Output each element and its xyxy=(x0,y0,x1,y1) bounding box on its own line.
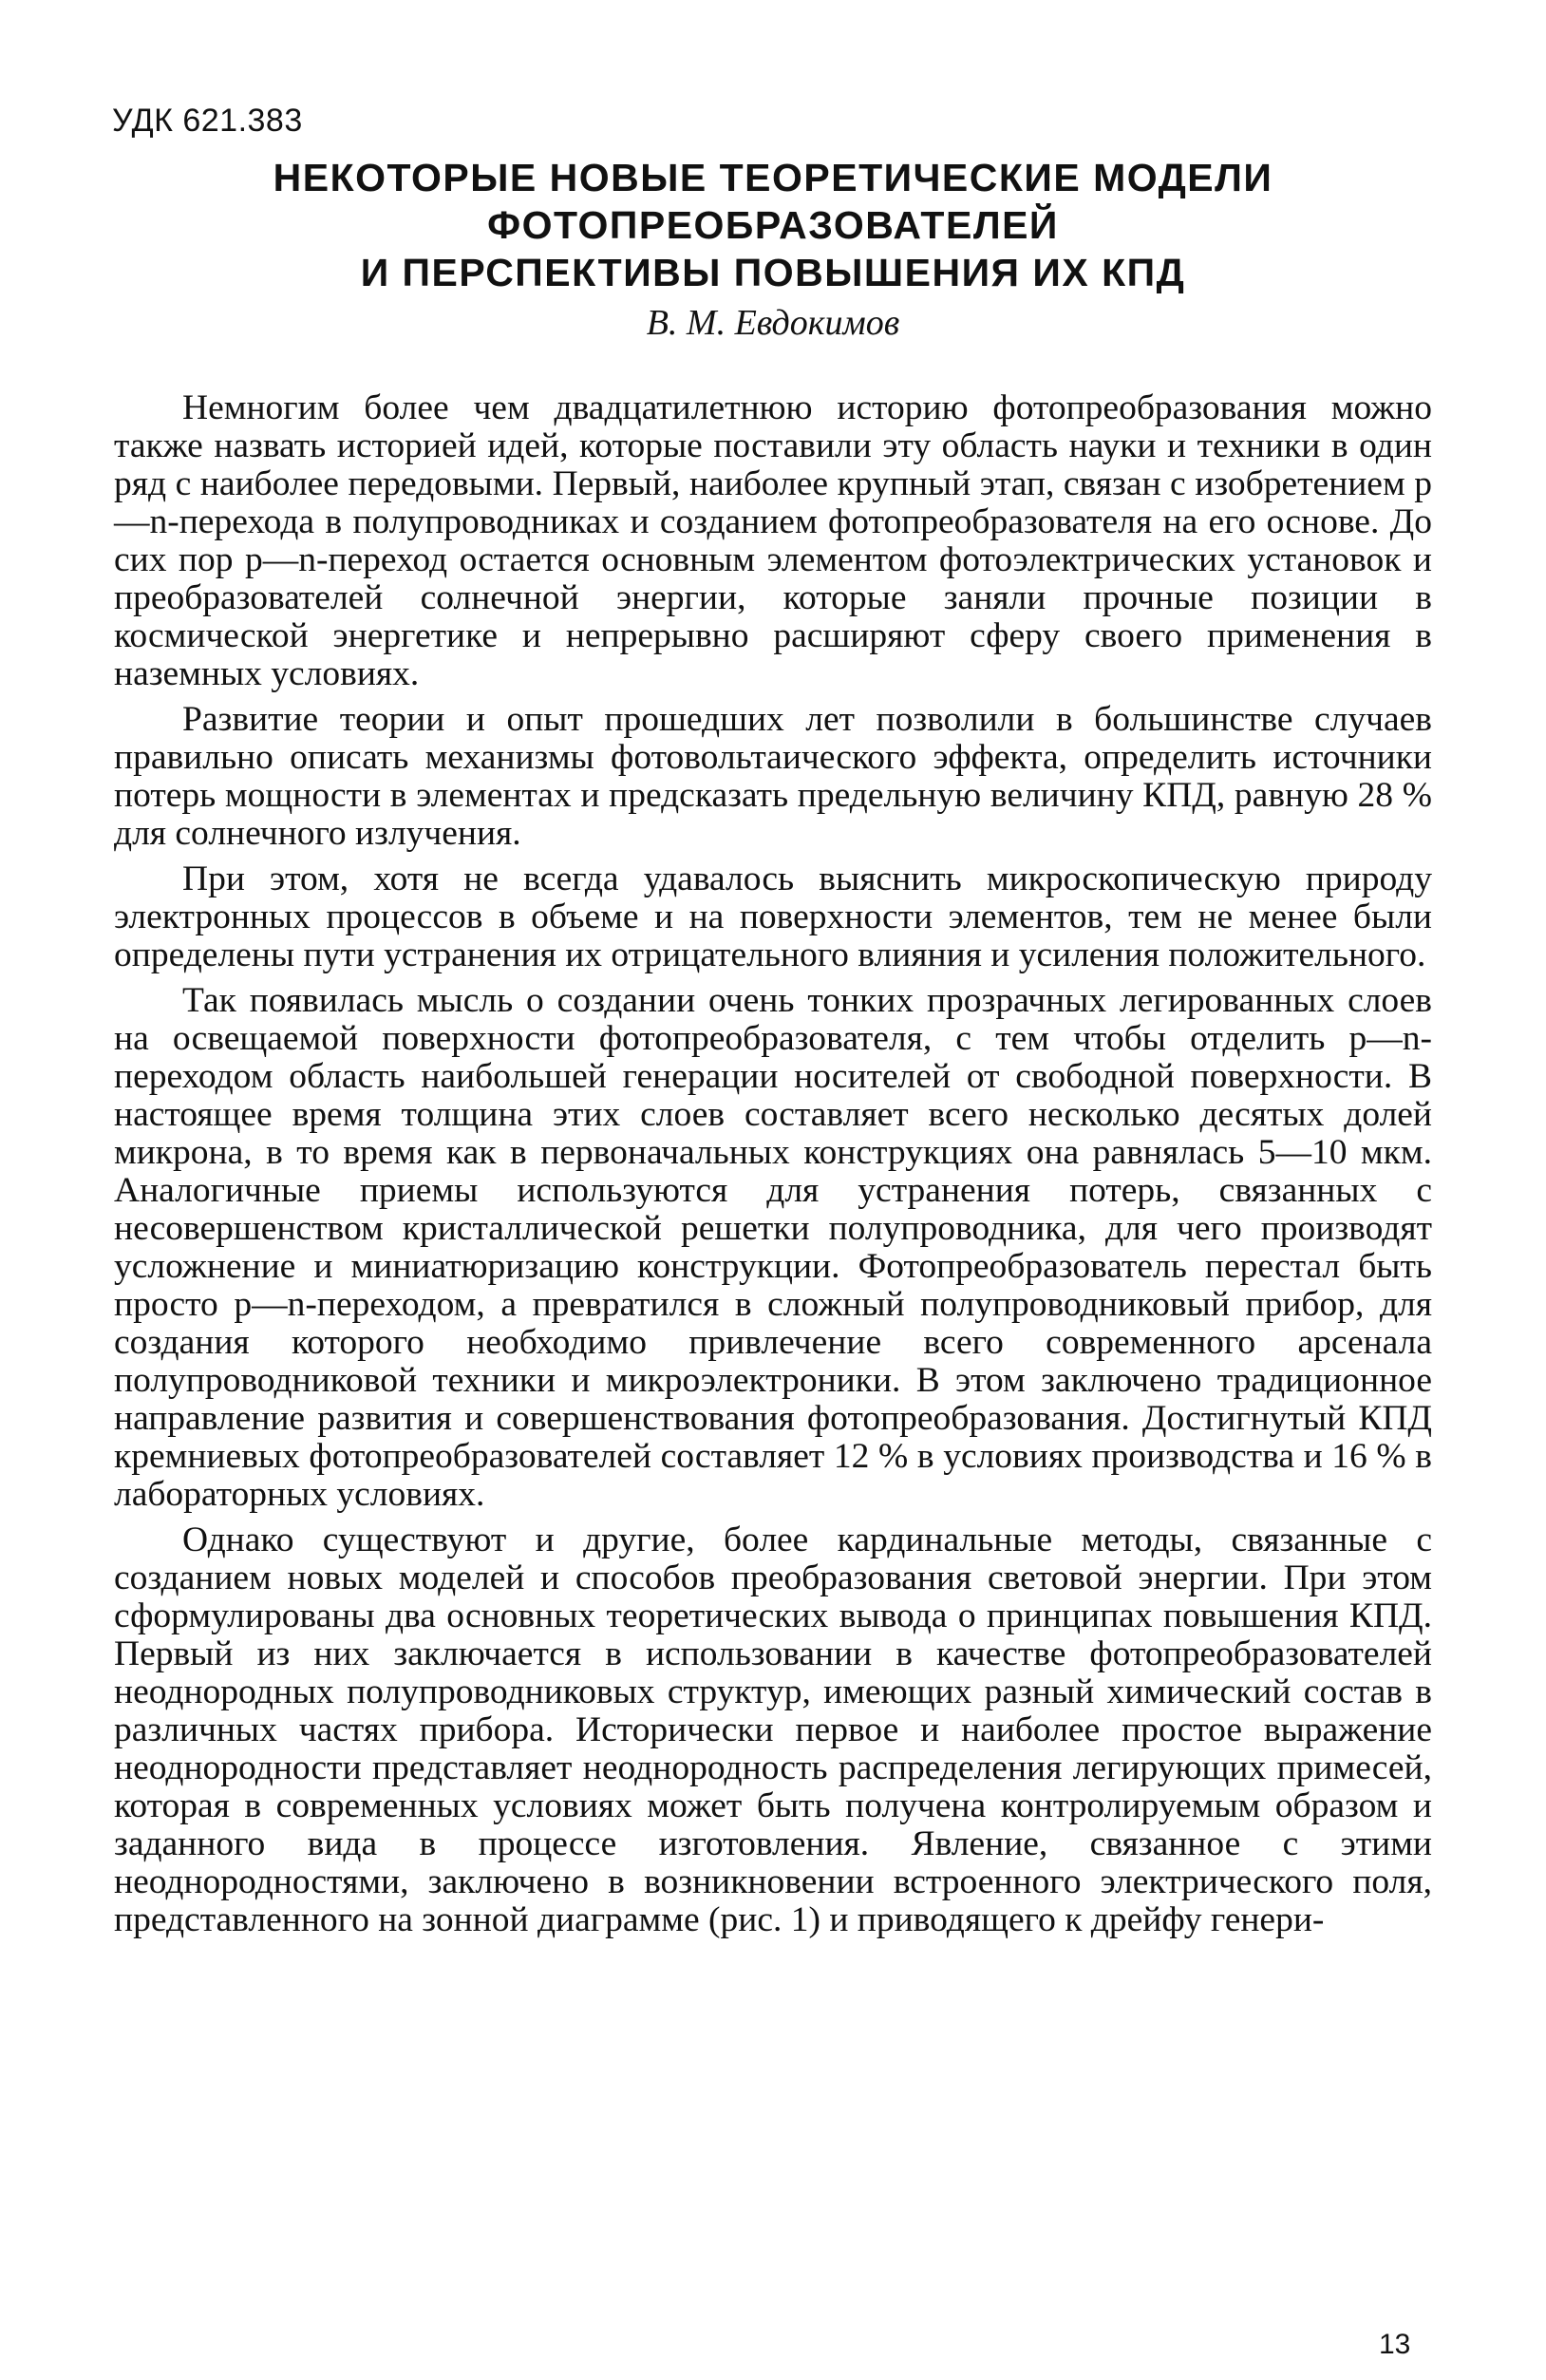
title-line-3: И ПЕРСПЕКТИВЫ ПОВЫШЕНИЯ ИХ КПД xyxy=(360,251,1186,294)
article-title xyxy=(114,154,1432,296)
paragraph-4: Так появилась мысль о создании очень тонких прозрачных легированных слоев на освещаемой поверхности фотопреобразователя, с тем чтобы отделить p—n-переходом область наибольшей генерации носителей от свободной поверхности. В настоящее время толщина этих слоев составляет всего несколько десятых долей микрона, в то время как в первоначальных конструкциях она равнялась 5—10 мкм. Аналогичные приемы используются для устранения потерь, связанных с несовершенством кристаллической решетки полупроводника, для чего производят усложнение и миниатюризацию конструкции. Фотопреобразователь перестал быть просто p—n-переходом, а превратился в сложный полупроводниковый прибор, для создания которого необходимо привлечение всего современного арсенала полупроводниковой техники и микроэлектроники. В этом заключено традиционное направление развития и совершенствования фотопреобразования. Достигнутый КПД кремниевых фотопреобразователей составляет 12 % в условиях производства и 16 % в лабораторных условиях. xyxy=(114,981,1432,1514)
paragraph-1: Немногим более чем двадцатилетнюю историю фотопреобразования можно также назвать историей идей, которые поставили эту область науки и техники в один ряд с наиболее передовыми. Первый, наиболее крупный этап, связан с изобретением p—n-перехода в полупроводниках и созданием фотопреобразователя на его основе. До сих пор p—n-переход остается основным элементом фотоэлектрических установок и преобразователей солнечной энергии, которые заняли прочные позиции в космической энергетике и непрерывно расширяют сферу своего применения в наземных условиях. xyxy=(114,388,1432,693)
article-body xyxy=(114,389,1432,1947)
page-number: 13 xyxy=(1379,2329,1411,2360)
title-line-1: НЕКОТОРЫЕ НОВЫЕ ТЕОРЕТИЧЕСКИЕ МОДЕЛИ xyxy=(273,156,1273,199)
paragraph-3: При этом, хотя не всегда удавалось выяснить микроскопическую природу электронных процессов в объеме и на поверхности элементов, тем не менее были определены пути устранения их отрицательного влияния и усиления положительного. xyxy=(114,859,1432,974)
author-name: В. М. Евдокимов xyxy=(646,303,900,343)
paragraph-2: Развитие теории и опыт прошедших лет позволили в большинстве случаев правильно описать механизмы фотовольтаического эффекта, определить источники потерь мощности в элементах и предсказать предельную величину КПД, равную 28 % для солнечного излучения. xyxy=(114,700,1432,853)
paragraph-5: Однако существуют и другие, более кардинальные методы, связанные с созданием новых моделей и способов преобразования световой энергии. При этом сформулированы два основных теоретических вывода о принципах повышения КПД. Первый из них заключается в использовании в качестве фотопреобразователей неоднородных полупроводниковых структур, имеющих разный химический состав в различных частях прибора. Исторически первое и наиболее простое выражение неоднородности представляет неоднородность распределения легирующих примесей, которая в современных условиях может быть получена контролируемым образом и заданного вида в процессе изготовления. Явление, связанное с этими неоднородностями, заключено в возникновении встроенного электрического поля, представленного на зонной диаграмме (рис. 1) и приводящего к дрейфу генери- xyxy=(114,1521,1432,1939)
udk-code: УДК 621.383 xyxy=(112,103,303,139)
title-line-2: ФОТОПРЕОБРАЗОВАТЕЛЕЙ xyxy=(487,203,1059,247)
